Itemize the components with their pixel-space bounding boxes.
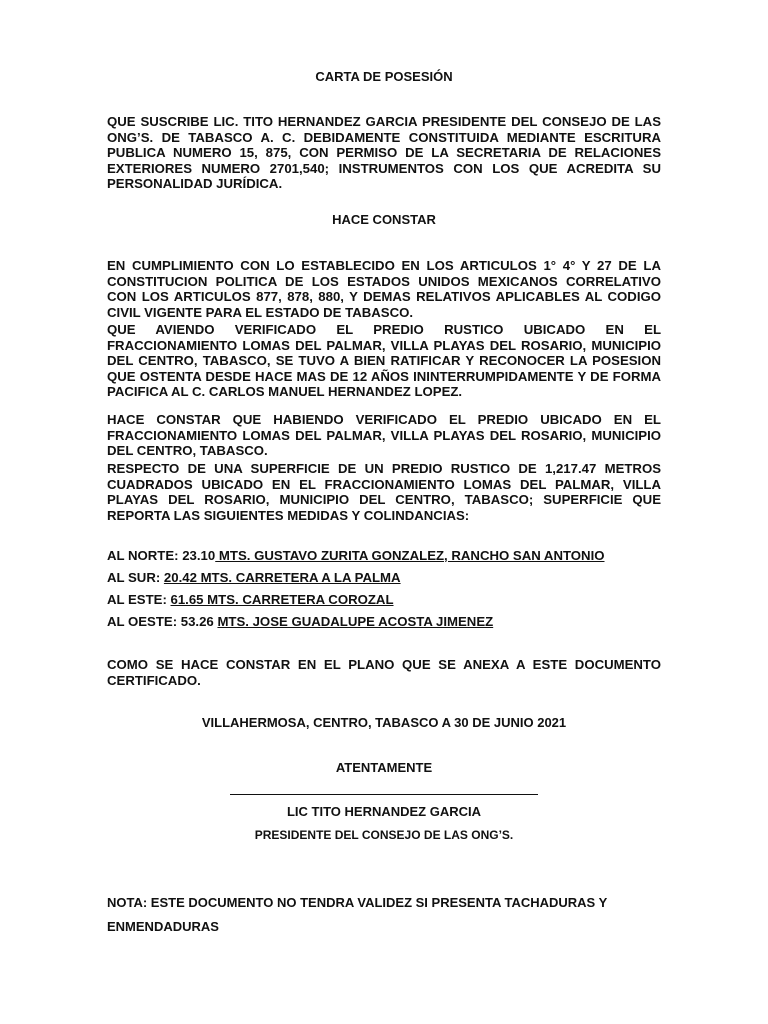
intro-paragraph: QUE SUSCRIBE LIC. TITO HERNANDEZ GARCIA PRESIDENTE DEL CONSEJO DE LAS ONG’S. DE TABASCO A. C. DEBIDAMENTE CONSTITUIDA MEDIANTE ESCRITURA PUBLICA NUMERO 15, 875, CON PERMISO DE LA SECRETARIA DE RELACIONES EXTERIORES NUMERO 2701,540; INSTRUMENTOS CON LOS QUE ACREDITA SU PERSONALIDAD JURÍDICA. [107,114,661,192]
signature-line [230,794,538,795]
hace-constar-heading: HACE CONSTAR [332,212,436,227]
measure-value: 23.10 [182,548,216,563]
measure-este [107,592,661,607]
measure-boundary: MTS. JOSE GUADALUPE ACOSTA JIMENEZ [217,614,494,629]
measure-label: AL SUR: [107,570,164,585]
closing-atentamente: ATENTAMENTE [335,760,433,775]
measure-boundary: 20.42 MTS. CARRETERA A LA PALMA [163,570,401,585]
measure-norte [107,548,661,563]
nota-disclaimer: NOTA: ESTE DOCUMENTO NO TENDRA VALIDEZ SI PRESENTA TACHADURAS Y ENMENDADURAS [107,895,608,934]
measure-boundary: MTS. GUSTAVO ZURITA GONZALEZ, RANCHO SAN ANTONIO [215,548,605,563]
signatory-name: LIC TITO HERNANDEZ GARCIA [286,804,482,819]
document-title: CARTA DE POSESIÓN [315,69,453,84]
measure-boundary: 61.65 MTS. CARRETERA COROZAL [170,592,394,607]
paragraph-articulos: EN CUMPLIMIENTO CON LO ESTABLECIDO EN LOS ARTICULOS 1° 4° Y 27 DE LA CONSTITUCION POLITICA DE LOS ESTADOS UNIDOS MEXICANOS CORRELATIVO CON LOS ARTICULOS 877, 878, 880, Y DEMAS RELATIVOS APLICABLES AL CODIGO CIVIL VIGENTE PARA EL ESTADO DE TABASCO. [107,258,661,320]
paragraph-superficie: RESPECTO DE UNA SUPERFICIE DE UN PREDIO RUSTICO DE 1,217.47 METROS CUADRADOS UBICADO EN EL FRACCIONAMIENTO LOMAS DEL PALMAR, VILLA PLAYAS DEL ROSARIO, MUNICIPIO DEL CENTRO, TABASCO; SUPERFICIE QUE REPORTA LAS SIGUIENTES MEDIDAS Y COLINDANCIAS: [107,461,661,523]
measure-sur [107,570,661,585]
measure-value: 53.26 [180,614,218,629]
place-date: VILLAHERMOSA, CENTRO, TABASCO A 30 DE JUNIO 2021 [201,715,567,730]
plano-note: COMO SE HACE CONSTAR EN EL PLANO QUE SE ANEXA A ESTE DOCUMENTO CERTIFICADO. [107,657,661,688]
measure-oeste [107,614,661,629]
document-page [107,0,661,1024]
measure-label: AL ESTE: [107,592,171,607]
signatory-role: PRESIDENTE DEL CONSEJO DE LAS ONG’S. [254,828,514,842]
paragraph-verificado: HACE CONSTAR QUE HABIENDO VERIFICADO EL PREDIO UBICADO EN EL FRACCIONAMIENTO LOMAS DEL PALMAR, VILLA PLAYAS DEL ROSARIO, MUNICIPIO DEL CENTRO, TABASCO. [107,412,661,459]
measure-label: AL OESTE: [107,614,181,629]
paragraph-posesion: QUE AVIENDO VERIFICADO EL PREDIO RUSTICO UBICADO EN EL FRACCIONAMIENTO LOMAS DEL PALMAR, VILLA PLAYAS DEL ROSARIO, MUNICIPIO DEL CENTRO, TABASCO, SE TUVO A BIEN RATIFICAR Y RECONOCER LA POSESION QUE OSTENTA DESDE HACE MAS DE 12 AÑOS ININTERRUMPIDAMENTE Y DE FORMA PACIFICA AL C. CARLOS MANUEL HERNANDEZ LOPEZ. [107,322,661,400]
measure-label: AL NORTE: [107,548,183,563]
